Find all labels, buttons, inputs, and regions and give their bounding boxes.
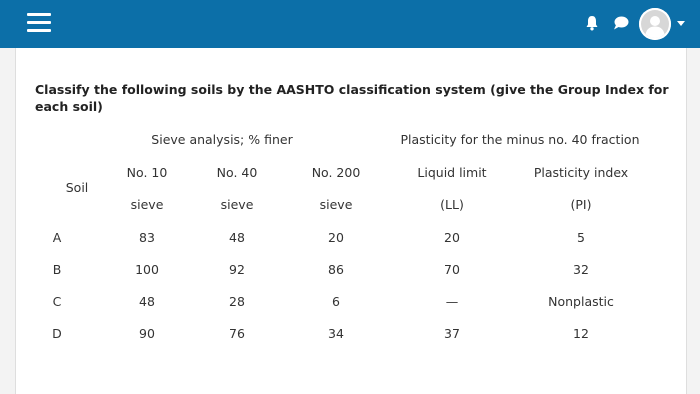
plasticity-index-header-line2: (PI) <box>570 197 592 212</box>
question-text: Classify the following soils by the AASHTO classification system (give the Group Index for each soil) <box>35 82 669 114</box>
caret-down-icon[interactable] <box>677 21 685 26</box>
table-cell-no200: 20 <box>328 230 344 245</box>
table-row-soil: C <box>52 294 62 309</box>
question-card <box>15 48 687 394</box>
table-cell-ll: 20 <box>444 230 460 245</box>
table-cell-ll: — <box>445 294 459 309</box>
table-cell-no200: 34 <box>328 326 344 341</box>
table-cell-no40: 92 <box>229 262 245 277</box>
no10-header-line2: sieve <box>130 197 164 212</box>
sieve-analysis-group-header: Sieve analysis; % finer <box>151 132 293 147</box>
no40-header-line2: sieve <box>220 197 254 212</box>
table-cell-pi: 12 <box>573 326 589 341</box>
user-avatar-icon[interactable] <box>639 8 671 40</box>
chat-bubble-icon[interactable] <box>613 16 629 30</box>
no200-header-line1: No. 200 <box>311 165 361 180</box>
soil-column-header: Soil <box>65 180 89 195</box>
no40-header-line1: No. 40 <box>216 165 258 180</box>
table-cell-no10: 90 <box>139 326 155 341</box>
table-row-soil: D <box>52 326 62 341</box>
no200-header-line2: sieve <box>319 197 353 212</box>
table-cell-no10: 48 <box>139 294 155 309</box>
table-cell-no10: 100 <box>135 262 159 277</box>
plasticity-group-header: Plasticity for the minus no. 40 fraction <box>400 132 640 147</box>
no10-header-line1: No. 10 <box>126 165 168 180</box>
table-cell-ll: 70 <box>444 262 460 277</box>
table-cell-pi: Nonplastic <box>548 294 614 309</box>
table-cell-ll: 37 <box>444 326 460 341</box>
liquid-limit-header-line2: (LL) <box>440 197 464 212</box>
bell-icon[interactable] <box>585 15 599 31</box>
top-navigation-bar <box>0 0 700 48</box>
table-cell-pi: 5 <box>577 230 585 245</box>
table-cell-no40: 76 <box>229 326 245 341</box>
hamburger-icon[interactable] <box>27 13 51 33</box>
plasticity-index-header-line1: Plasticity index <box>533 165 629 180</box>
table-cell-no10: 83 <box>139 230 155 245</box>
table-cell-no200: 6 <box>332 294 340 309</box>
table-cell-no40: 28 <box>229 294 245 309</box>
table-cell-no40: 48 <box>229 230 245 245</box>
table-cell-no200: 86 <box>328 262 344 277</box>
table-cell-pi: 32 <box>573 262 589 277</box>
liquid-limit-header-line1: Liquid limit <box>417 165 487 180</box>
table-row-soil: B <box>52 262 62 277</box>
table-row-soil: A <box>52 230 62 245</box>
